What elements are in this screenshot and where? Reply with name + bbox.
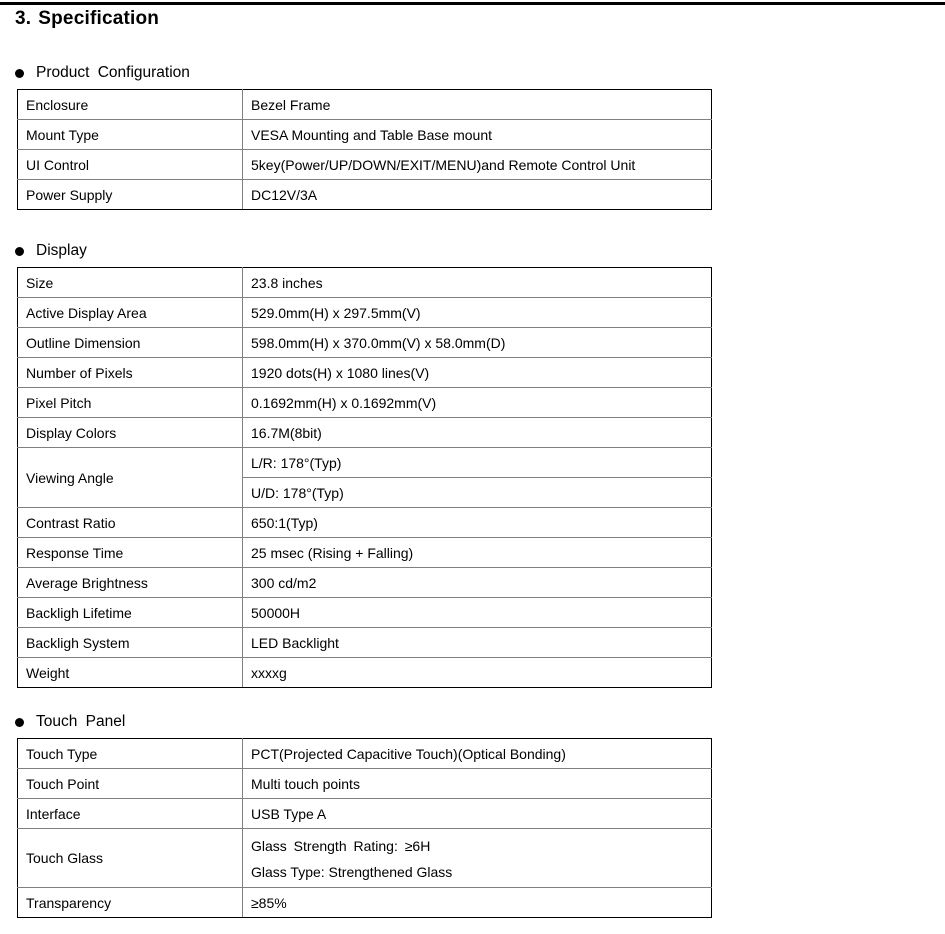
table-row <box>18 508 712 538</box>
table-row <box>18 568 712 598</box>
row-value: 0.1692mm(H) x 0.1692mm(V) <box>243 388 712 418</box>
header-rule <box>0 2 945 5</box>
section-heading <box>15 62 945 84</box>
section-heading <box>15 240 945 262</box>
table-row-touch-glass <box>18 829 712 888</box>
table-row <box>18 90 712 120</box>
row-value: 1920 dots(H) x 1080 lines(V) <box>243 358 712 388</box>
page-title-text: Specification <box>38 8 160 29</box>
page-title <box>15 8 159 30</box>
row-key: Number of Pixels <box>18 358 243 388</box>
table-row <box>18 799 712 829</box>
table-row <box>18 268 712 298</box>
page-title-number: 3. <box>15 8 32 29</box>
row-value: USB Type A <box>243 799 712 829</box>
row-value: VESA Mounting and Table Base mount <box>243 120 712 150</box>
row-key: Interface <box>18 799 243 829</box>
row-key: Power Supply <box>18 180 243 210</box>
row-key: Response Time <box>18 538 243 568</box>
row-key: Transparency <box>18 888 243 918</box>
row-key: Display Colors <box>18 418 243 448</box>
table-row <box>18 538 712 568</box>
row-key: Enclosure <box>18 90 243 120</box>
row-key: Active Display Area <box>18 298 243 328</box>
row-value-line2: Glass Type: Strengthened Glass <box>251 864 453 880</box>
table-row-viewing-angle <box>18 448 712 478</box>
section-touch-panel <box>0 711 945 918</box>
section-display <box>0 240 945 688</box>
section-heading-label: Display <box>36 242 87 259</box>
row-value: 23.8 inches <box>243 268 712 298</box>
row-value-line1: Glass Strength Rating: ≥6H <box>251 838 431 854</box>
table-row <box>18 658 712 688</box>
section-heading-label: Touch Panel <box>36 713 126 730</box>
section-product-configuration <box>0 62 945 210</box>
table-row <box>18 598 712 628</box>
row-value-line2: U/D: 178°(Typ) <box>243 478 712 508</box>
table-row <box>18 739 712 769</box>
row-value: 598.0mm(H) x 370.0mm(V) x 58.0mm(D) <box>243 328 712 358</box>
row-key: Average Brightness <box>18 568 243 598</box>
row-key: Weight <box>18 658 243 688</box>
row-key: Touch Point <box>18 769 243 799</box>
table-row <box>18 358 712 388</box>
row-value: 16.7M(8bit) <box>243 418 712 448</box>
table-row <box>18 888 712 918</box>
row-key: Viewing Angle <box>18 448 243 508</box>
table-row <box>18 628 712 658</box>
table-row <box>18 120 712 150</box>
row-key: Size <box>18 268 243 298</box>
row-key: UI Control <box>18 150 243 180</box>
table-row <box>18 769 712 799</box>
table-row <box>18 388 712 418</box>
row-value: Multi touch points <box>243 769 712 799</box>
table-row <box>18 180 712 210</box>
row-value: 529.0mm(H) x 297.5mm(V) <box>243 298 712 328</box>
row-key: Touch Type <box>18 739 243 769</box>
row-value: ≥85% <box>243 888 712 918</box>
row-value: 25 msec (Rising + Falling) <box>243 538 712 568</box>
filled-circle-bullet-icon <box>15 247 24 256</box>
table-row <box>18 150 712 180</box>
row-key: Touch Glass <box>18 829 243 888</box>
row-value: 300 cd/m2 <box>243 568 712 598</box>
row-key: Pixel Pitch <box>18 388 243 418</box>
row-value: Bezel Frame <box>243 90 712 120</box>
row-key: Mount Type <box>18 120 243 150</box>
row-key: Outline Dimension <box>18 328 243 358</box>
row-value-line1: L/R: 178°(Typ) <box>243 448 712 478</box>
row-value: 5key(Power/UP/DOWN/EXIT/MENU)and Remote Control Unit <box>243 150 712 180</box>
row-value: xxxxg <box>243 658 712 688</box>
table-row <box>18 418 712 448</box>
row-key: Backligh Lifetime <box>18 598 243 628</box>
row-value: DC12V/3A <box>243 180 712 210</box>
section-heading <box>15 711 945 733</box>
row-value: 650:1(Typ) <box>243 508 712 538</box>
filled-circle-bullet-icon <box>15 718 24 727</box>
row-value: PCT(Projected Capacitive Touch)(Optical Bonding) <box>243 739 712 769</box>
section-heading-label: Product Configuration <box>36 64 190 81</box>
touch-panel-table <box>17 738 712 918</box>
table-row <box>18 298 712 328</box>
row-key: Contrast Ratio <box>18 508 243 538</box>
row-key: Backligh System <box>18 628 243 658</box>
row-value: LED Backlight <box>243 628 712 658</box>
row-value <box>243 829 712 888</box>
product-configuration-table <box>17 89 712 210</box>
row-value: 50000H <box>243 598 712 628</box>
table-row <box>18 328 712 358</box>
filled-circle-bullet-icon <box>15 69 24 78</box>
display-table <box>17 267 712 688</box>
